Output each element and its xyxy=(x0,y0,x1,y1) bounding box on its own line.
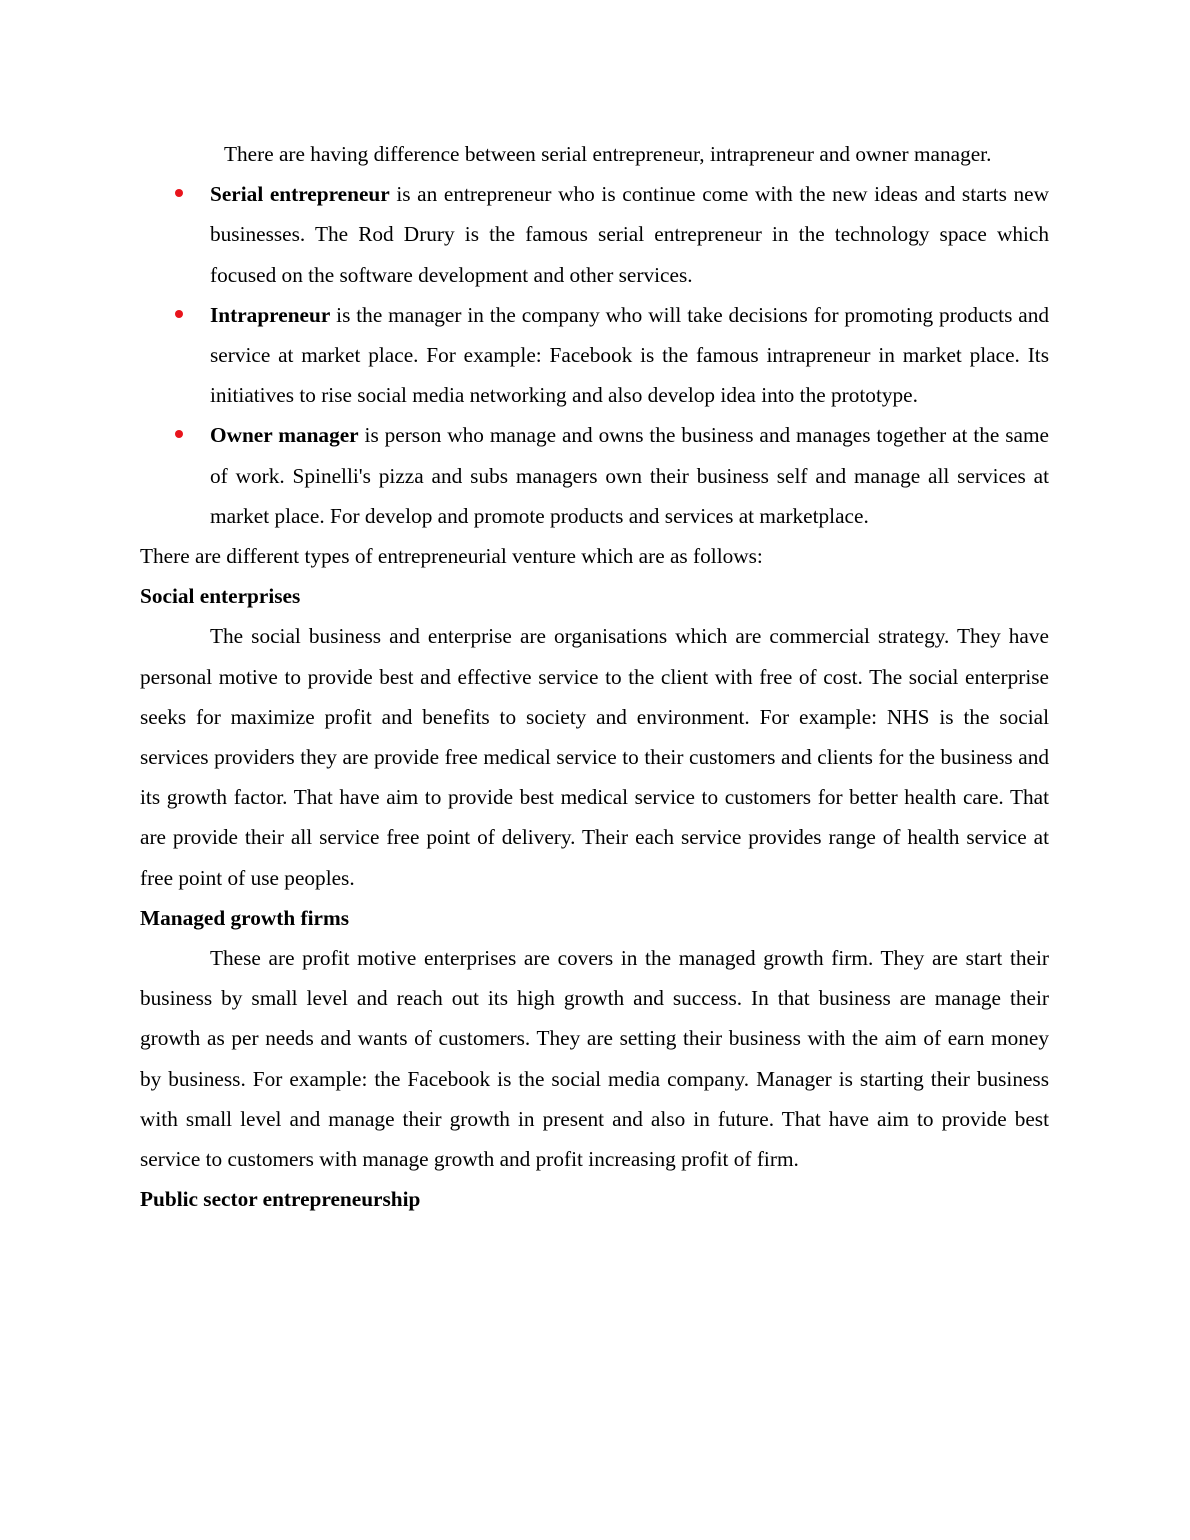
heading-social-enterprises: Social enterprises xyxy=(140,584,301,609)
term-owner-manager: Owner manager xyxy=(210,423,359,448)
heading-managed-growth-firms: Managed growth firms xyxy=(140,905,350,930)
definition-owner-manager: is person who manage and owns the business and manages together at the same of work. Spinelli's pizza and subs managers own their business self and manage all services at market place. For develop and promote products and services at marketplace. xyxy=(210,423,1049,528)
list-item-intrapreneur xyxy=(210,295,1049,416)
list-item-serial-entrepreneur xyxy=(210,174,1049,295)
heading-public-sector-entrepreneurship: Public sector entrepreneurship xyxy=(140,1187,421,1212)
definition-intrapreneur: is the manager in the company who will take decisions for promoting products and service at market place. For example: Facebook is the famous intrapreneur in market place. Its initiatives to rise social media networking and also develop idea into the prototype. xyxy=(210,302,1049,408)
paragraph-managed-growth-firms: These are profit motive enterprises are covers in the managed growth firm. They are start their business by small level and reach out its high growth and success. In that business are manage their growth as per needs and wants of customers. They are setting their business with the aim of earn money by business. For example: the Facebook is the social media company. Manager is starting their business with small level and manage their growth in present and also in future. That have aim to provide best service to customers with manage growth and profit increasing profit of firm. xyxy=(140,946,1049,1172)
venture-types-intro: There are different types of entrepreneurial venture which are as follows: xyxy=(140,544,763,569)
paragraph-social-enterprises: The social business and enterprise are organisations which are commercial strategy. They have personal motive to provide best and effective service to the client with free of cost. The social enterprise seeks for maximize profit and benefits to society and environment. For example: NHS is the social services providers they are provide free medical service to their customers and clients for the business and its growth factor. That have aim to provide best medical service to customers for better health care. That are provide their all service free point of delivery. Their each service provides range of health service at free point of use peoples. xyxy=(140,624,1049,890)
list-item-owner-manager xyxy=(210,415,1049,536)
intro-paragraph: There are having difference between serial entrepreneur, intrapreneur and owner manager. xyxy=(224,142,992,166)
term-serial-entrepreneur: Serial entrepreneur xyxy=(210,182,390,207)
bullet-dot-icon xyxy=(175,430,183,438)
entrepreneur-types-list xyxy=(140,174,1049,536)
bullet-dot-icon xyxy=(175,189,183,197)
term-intrapreneur: Intrapreneur xyxy=(210,302,331,327)
document-page xyxy=(140,134,1049,1219)
definition-serial-entrepreneur: is an entrepreneur who is continue come with the new ideas and starts new businesses. The Rod Drury is the famous serial entrepreneur in the technology space which focused on the software development and other services. xyxy=(210,182,1049,287)
bullet-dot-icon xyxy=(175,310,183,318)
